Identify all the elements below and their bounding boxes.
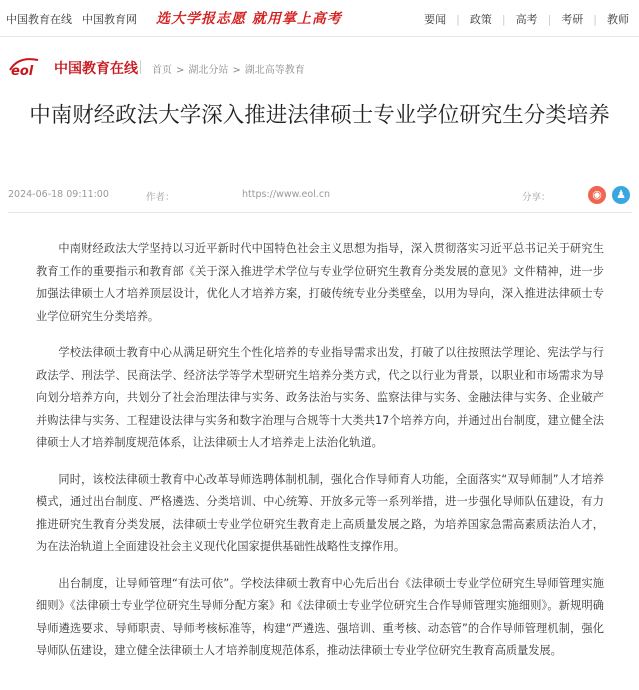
nav-divider: | (547, 13, 552, 26)
link-edu-net[interactable]: 中国教育网 (82, 13, 137, 26)
logo-divider (140, 60, 141, 74)
article-meta (8, 186, 632, 206)
paragraph-2: 学校法律硕士教育中心从满足研究生个性化培养的专业指导需求出发，打破了以往按照法学理论、宪法学与行政法学、刑法学、民商法学、经济法学等学术型研究生培养分类方式，代之以行业为背景，以职业和市场需求为导向划分培养方向，共划分了社会治理法律与实务、政务法治与实务、监察法律与实务、金融法律与实务、企业破产并购法律与实务、工程建设法律与实务和数字治理与合规等十大类共17个培养方向，并通过出台制度，建立健全法律硕士人才培养制度规范体系，让法律硕士人才培养走上法治化轨道。 (36, 346, 604, 449)
source-url[interactable]: https://www.eol.cn (242, 189, 331, 200)
breadcrumb (152, 61, 305, 76)
paragraph-1: 中南财经政法大学坚持以习近平新时代中国特色社会主义思想为指导，深入贯彻落实习近平总书记关于研究生教育工作的重要指示和教育部《关于深入推进学术学位与专业学位研究生教育分类发展的意见》文件精神，进一步加强法律硕士人才培养顶层设计，优化人才培养方案，打破传统专业分类壁垒，以用为导向，深入推进法律硕士专业学位研究生分类培养。 (36, 242, 604, 323)
nav-divider: | (456, 13, 460, 26)
paragraph-4: 出台制度，让导师管理“有法可依”。学校法律硕士教育中心先后出台《法律硕士专业学位研究生导师管理实施细则》《法律硕士专业学位研究生导师分配方案》和《法律硕士专业学位研究生合作导师管理实施细则》。新规明确导师遴选要求、导师职责、导师考核标准等，构建“严遴选、强培训、重考核、动态管”的合作导师管理机制，强化导师队伍建设，建立健全法律硕士人才培养制度规范体系，推动法律硕士专业学位研究生教育高质量发展。 (36, 576, 604, 657)
breadcrumb-separator: > (176, 65, 185, 76)
weibo-share-icon[interactable]: ◉ (588, 186, 606, 204)
share-label: 分享： (522, 192, 551, 203)
author-label: 作者： (146, 192, 175, 203)
brand-row (0, 48, 639, 88)
logo-word: eol (11, 64, 34, 78)
top-nav (424, 11, 629, 27)
article-body (36, 238, 604, 677)
logo-text[interactable]: 中国教育在线 (54, 61, 138, 77)
nav-gaokao[interactable]: 高考 (515, 13, 538, 26)
paragraph-3: 同时，该校法律硕士教育中心改革导师选聘体制机制，强化合作导师育人功能，全面落实“双导师制”人才培养模式，通过出台制度、严格遴选、分类培训、中心统筹、开放多元等一系列举措，进一步强化导师队伍建设，有力推进研究生教育分类发展，法律硕士专业学位研究生教育走上高质量发展之路，为培养国家急需高素质法治人才，为在法治轨道上全面建设社会主义现代化国家提供基础性战略性支撑作用。 (36, 472, 604, 553)
breadcrumb-separator: > (232, 65, 241, 76)
link-eol[interactable]: 中国教育在线 (6, 13, 72, 26)
meta-divider (8, 212, 632, 213)
gaokao-slogan-banner[interactable]: 选大学报志愿 就用掌上高考 (156, 11, 342, 27)
article-title: 中南财经政法大学深入推进法律硕士专业学位研究生分类培养 (29, 103, 610, 128)
nav-teacher[interactable]: 教师 (607, 13, 629, 26)
breadcrumb-home[interactable]: 首页 (152, 65, 172, 76)
publish-datetime: 2024-06-18 09:11:00 (8, 189, 109, 200)
nav-kaoyan[interactable]: 考研 (561, 13, 584, 26)
breadcrumb-hubei[interactable]: 湖北分站 (188, 65, 229, 76)
eol-logo-icon[interactable] (8, 54, 46, 78)
nav-policy[interactable]: 政策 (469, 13, 492, 26)
nav-news[interactable]: 要闻 (424, 13, 447, 26)
qzone-share-icon[interactable]: ♟ (612, 186, 630, 204)
breadcrumb-hubei-higher-ed[interactable]: 湖北高等教育 (244, 65, 305, 76)
top-bar (0, 0, 639, 37)
nav-divider: | (501, 13, 506, 26)
nav-divider: | (593, 13, 597, 26)
